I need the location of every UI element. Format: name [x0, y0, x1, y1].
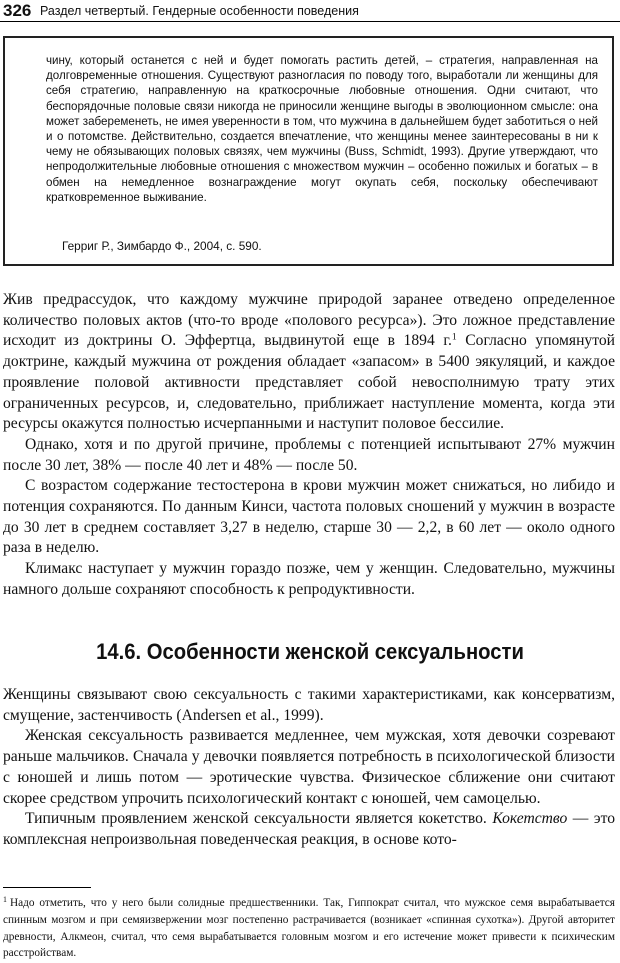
paragraph: Женщины связывают свою сексуальность с такими характеристиками, как консерватизм, смущение, застенчивость (Andersen et al., 1999). — [3, 686, 615, 724]
paragraph: Женская сексуальность развивается медленнее, чем мужская, хотя девочки созревают раньше мальчиков. Сначала у девочки появляется потребность в психологической близости с юношей и лишь потом — эротические чувства. Физическое сближение они считают скорее средством упрочить психологический контакт с юношей, чем самоцелью. — [3, 727, 615, 807]
section-body-text — [3, 685, 615, 851]
page-number: 326 — [3, 1, 32, 20]
paragraph: Климакс наступает у мужчин гораздо позже, чем у женщин. Следовательно, мужчины намного дольше сохраняют способность к репродуктивности. — [3, 560, 615, 598]
footnote-mark: 1 — [3, 895, 7, 904]
paragraph-text: Типичным проявлением женской сексуальности является кокетство. — [25, 810, 493, 828]
paragraph-text: Жив предрассудок, что каждому мужчине природой заранее отведено определенное количество половых актов (что-то вроде «полового ресурса»). Это ложное представление исходит из доктрины О. Эффертца, выдвинутой еще в 1894 г. — [3, 291, 615, 350]
footnote-reference[interactable]: 1 — [451, 332, 457, 344]
quote-text — [46, 53, 598, 205]
running-title: Раздел четвертый. Гендерные особенности поведения — [40, 4, 359, 18]
footnote-paragraph — [3, 892, 615, 962]
italic-term: Кокетство — [492, 810, 568, 828]
paragraph-text: Согласно упомянутой доктрине, каждый мужчина от рождения обладает «запасом» в 5400 эякуляций, и каждое проявление половой активности представляет собой невосполнимую трату этих ограниченных ресурсов, и, следовательно, приближает наступление момента, когда эти ресурсы окажутся полностью исчерпанными и наступит половое бессилие. — [3, 332, 615, 433]
quote-source: Герриг Р., Зимбардо Ф., 2004, с. 590. — [62, 239, 262, 253]
page-header — [0, 0, 620, 22]
paragraph: С возрастом содержание тестостерона в крови мужчин может снижаться, но либидо и потенция сохраняются. По данным Кинси, частота половых сношений у мужчин в возрасте до 30 лет в среднем составляет 3,27 в неделю, старше 30 — 2,2, в 60 лет — около одного раза в неделю. — [3, 477, 615, 557]
footnote-text: Надо отметить, что у него были солидные предшественники. Так, Гиппократ считал, что мужское семя вырабатывается спинным мозгом и при семяизвержении мозг постепенно растрачивается (возникает «спинная сухотка»). Другой авторитет древности, Алкмеон, считал, что семя вырабатывается головным мозгом и его истечение может привести к психическим расстройствам. — [3, 896, 615, 960]
footnote — [3, 892, 615, 962]
body-text — [3, 290, 615, 601]
paragraph-text: — это комплексная непроизвольная поведенческая реакция, в основе кото- — [3, 810, 615, 848]
section-heading: 14.6. Особенности женской сексуальности — [96, 639, 524, 664]
footnote-rule — [3, 887, 91, 888]
quote-paragraph: чину, который останется с ней и будет помогать растить детей, – стратегия, направленная на долговременные отношения. Существуют разногласия по поводу того, выработали ли женщины для себя стратегию, направленную на краткосрочные любовные отношения. Одни считают, что беспорядочные половые связи никогда не приносили женщине выгоды в эволюционном смысле: она может забеременеть, не имея уверенности в том, что мужчина в дальнейшем будет заботиться о ней и о потомстве. Действительно, создается впечатление, что женщины менее заинтересованы в ни к чему не обязывающих половых связях, чем мужчины (Buss, Schmidt, 1993). Другие утверждают, что непродолжительные любовные отношения с множеством мужчин – особенно пожилых и богатых – в обмен на немедленное вознаграждение могут окупать себя, поскольку обеспечивают кратковременное выживание. — [46, 54, 598, 204]
header-rule — [0, 21, 620, 22]
paragraph: Однако, хотя и по другой причине, проблемы с потенцией испытывают 27% мужчин после 30 лет, 38% — после 40 лет и 48% — после 50. — [3, 435, 615, 474]
paragraph — [3, 809, 615, 850]
paragraph — [3, 290, 615, 435]
